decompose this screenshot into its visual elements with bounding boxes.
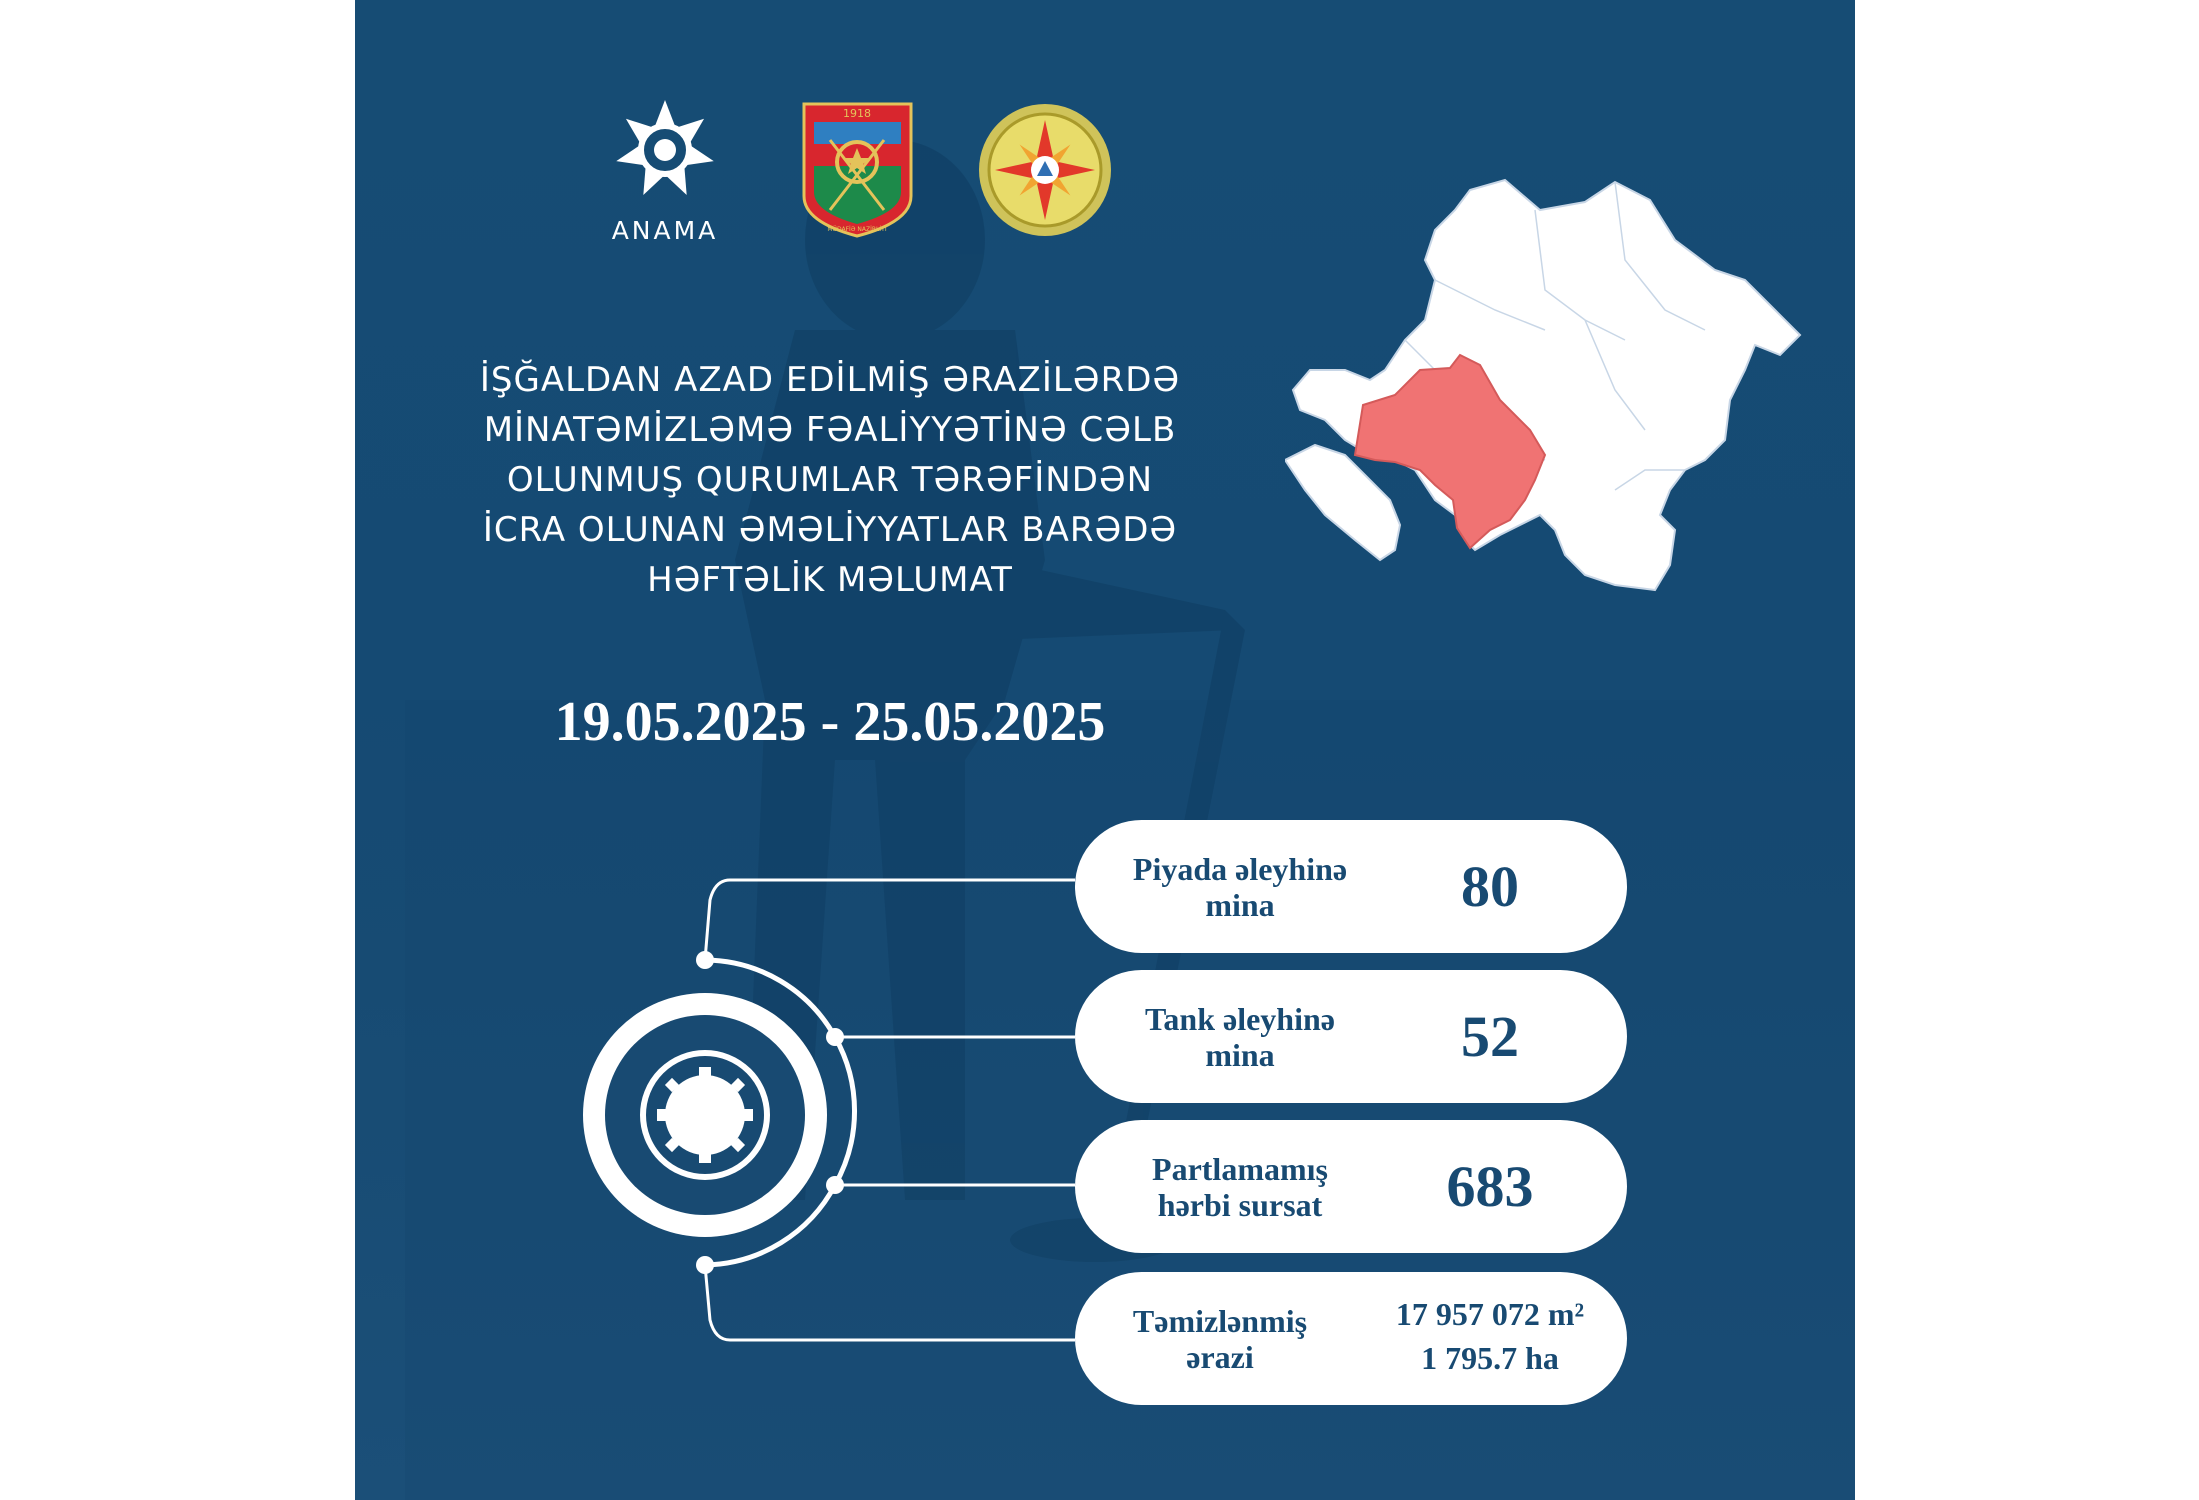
stat-unexploded-ordnance [1075, 1120, 1627, 1253]
stat-value: 683 [1446, 1154, 1534, 1219]
stat-value: 52 [1461, 1004, 1519, 1069]
stat-label-line2: ərazi [1186, 1338, 1254, 1375]
stat-label-line2: hərbi sursat [1157, 1186, 1323, 1223]
poster [355, 0, 1855, 1500]
stat-value-ha: 1 795.7 ha [1421, 1340, 1559, 1376]
stat-label-line1: Tank əleyhinə [1145, 1000, 1335, 1037]
stat-cleared-area [1075, 1272, 1627, 1405]
title-line-1: İŞĞALDAN AZAD EDİLMİŞ ƏRAZİLƏRDƏ [479, 360, 1181, 400]
anama-text: ANAMA [611, 216, 719, 245]
stat-value: 80 [1461, 854, 1519, 919]
stat-antitank-mines [1075, 970, 1627, 1103]
stat-label-line2: mina [1205, 1036, 1275, 1073]
stat-value-sqm: 17 957 072 m² [1395, 1296, 1585, 1332]
mod-text: MÜDAFİƏ NAZİRLİYİ [827, 226, 887, 233]
date-range: 19.05.2025 - 25.05.2025 [554, 691, 1106, 753]
mine-icon [583, 993, 827, 1237]
stat-label-line1: Təmizlənmiş [1132, 1302, 1308, 1339]
title-line-4: İCRA OLUNAN ƏMƏLİYYATLAR BARƏDƏ [482, 510, 1178, 550]
stat-label-line1: Partlamamış [1152, 1150, 1328, 1187]
stat-label-line1: Piyada əleyhinə [1132, 850, 1348, 887]
stat-antipersonnel-mines [1075, 820, 1627, 953]
mod-year: 1918 [843, 107, 871, 120]
title-line-5: HƏFTƏLİK MƏLUMAT [647, 560, 1013, 600]
title-line-3: OLUNMUŞ QURUMLAR TƏRƏFİNDƏN [506, 460, 1154, 500]
stat-label-line2: mina [1205, 886, 1275, 923]
title-line-2: MİNATƏMİZLƏMƏ FƏALİYYƏTİNƏ CƏLB [483, 410, 1177, 450]
